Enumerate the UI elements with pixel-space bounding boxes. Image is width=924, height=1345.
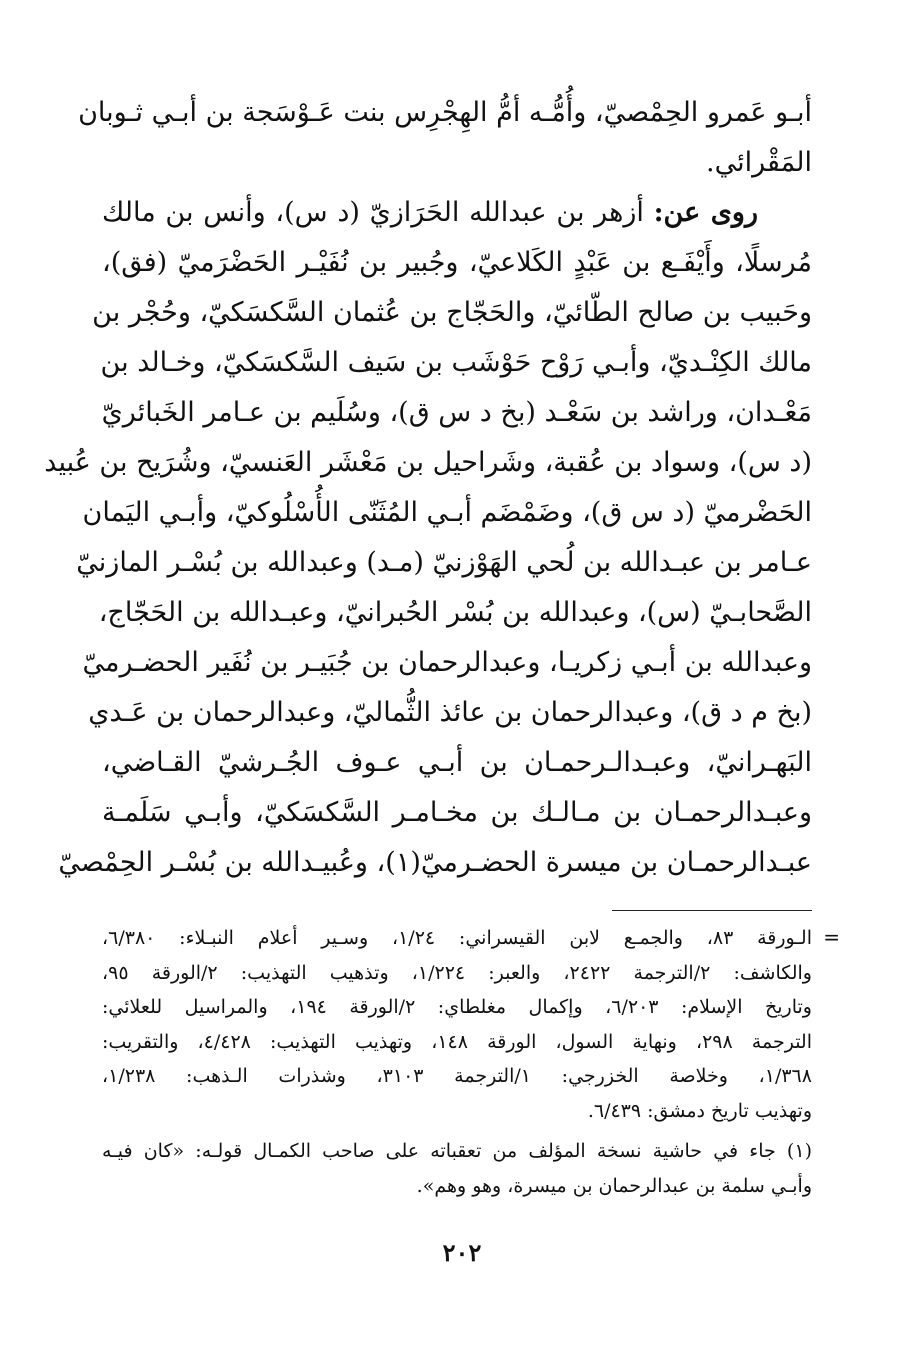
main-text-block (44, 88, 812, 888)
text-line (102, 188, 812, 238)
footnote-line: وأبـي سلمة بن عبدالرحمان بن ميسرة، وهو وهم». (416, 1174, 812, 1197)
footnote-separator (612, 910, 812, 911)
footnote-line: (١) جاء في حاشية نسخة المؤلف من تعقباته على صاحب الكمـال قولـه: «كان فيـه (102, 1140, 812, 1162)
text-line: أبـو عَمرو الحِمْصيّ، وأُمُّـه أمُّ الهِجْرِس بنت عَـوْسَجة بن أبـي ثـوبان (78, 97, 812, 128)
text-line: مُرسلًا، وأَيْفَـع بن عَبْدٍ الكَلاعيّ، وجُبير بن نُفَيْـر الحَضْرَميّ (فق)، (102, 247, 812, 278)
text-line: (بخ م د ق)، وعبدالرحمان بن عائذ الثُّماليّ، وعبدالرحمان بن عَـدي (88, 697, 812, 728)
text-line: وعبدالله بن أبـي زكريـا، وعبدالرحمان بن جُبَيـر بن نُفَير الحضـرميّ (82, 647, 812, 678)
text-line: البَهـرانيّ، وعبـدالـرحمـان بن أبـي عـوف الجُـرشيّ القـاضي، (102, 747, 812, 778)
text-line: مالك الكِنْـديّ، وأبـي رَوْح حَوْشَب بن سَيف السَّكسَكيّ، وخـالد بن (100, 347, 812, 378)
riwaya-paragraph (44, 188, 812, 888)
text-line: عبـدالرحمـان بن ميسرة الحضـرميّ(١)، وعُبيـدالله بن بُسْـر الحِمْصيّ (58, 847, 812, 878)
footnote-line: وتهذيب تاريخ دمشق: ٦/٤٣٩. (587, 1099, 812, 1122)
footnote-line: وتاريخ الإسلام: ٦/٢٠٣، وإكمال مغلطاي: ٢/الورقة ١٩٤، والمراسيل للعلائي: (102, 996, 812, 1018)
riwaya-label: روى عن: (653, 197, 758, 228)
footnote-1 (102, 1134, 812, 1203)
text-line: الحَضْرميّ (د س ق)، وضَمْضَم أبـي المُثَنّى الأُسْلُوكيّ، وأبـي اليَمان (82, 497, 812, 528)
footnote-line: الـورقة ٨٣، والجمـع لابن القيسراني: ١/٢٤، وسـير أعلام النبـلاء: ٦/٣٨٠، (102, 927, 812, 949)
footnote-line: ١/٣٦٨، وخلاصة الخزرجي: ١/الترجمة ٣١٠٣، وشذرات الـذهب: ١/٢٣٨، (102, 1065, 812, 1087)
footnotes-block (102, 921, 812, 1203)
text-line: وعبـدالرحمـان بن مـالـك بن مخـامـر السَّكسَكيّ، وأبـي سَلَمـة (102, 797, 812, 828)
text-line: المَقْرائي. (706, 147, 812, 178)
text-line: الصَّحابـيّ (س)، وعبدالله بن بُسْر الحُبرانيّ، وعبـدالله بن الحَجّاج، (98, 597, 812, 628)
text-line: (د س)، وسواد بن عُقبة، وشَراحيل بن مَعْشَر العَنسيّ، وشُرَيح بن عُبيد (44, 447, 812, 478)
footnote-continuation-mark: = (823, 925, 840, 949)
text-line: عـامر بن عبـدالله بن لُحي الهَوْزنيّ (مـد) وعبدالله بن بُسْـر المازنيّ (76, 547, 812, 578)
footnote-line: والكاشف: ٢/الترجمة ٢٤٢٢، والعبر: ١/٢٢٤، وتذهيب التهذيب: ٢/الورقة ٩٥، (102, 961, 812, 984)
footnote-line: الترجمة ٢٩٨، ونهاية السول، الورقة ١٤٨، وتهذيب التهذيب: ٤/٤٢٨، والتقريب: (102, 1030, 813, 1053)
text-line: وحَبيب بن صالح الطّائيّ، والحَجّاج بن عُثمان السَّكسَكيّ، وحُجْر بن (92, 297, 812, 328)
page-number: ٢٠٢ (442, 1238, 482, 1267)
text-line: مَعْـدان، وراشد بن سَعْـد (بخ د س ق)، وسُلَيم بن عـامر الخَبائريّ (101, 397, 812, 428)
sources-footnote (102, 921, 812, 1128)
text-line-content: أزهر بن عبدالله الحَرَازيّ (د س)، وأنس بن مالك (102, 197, 644, 228)
intro-paragraph (78, 88, 812, 188)
